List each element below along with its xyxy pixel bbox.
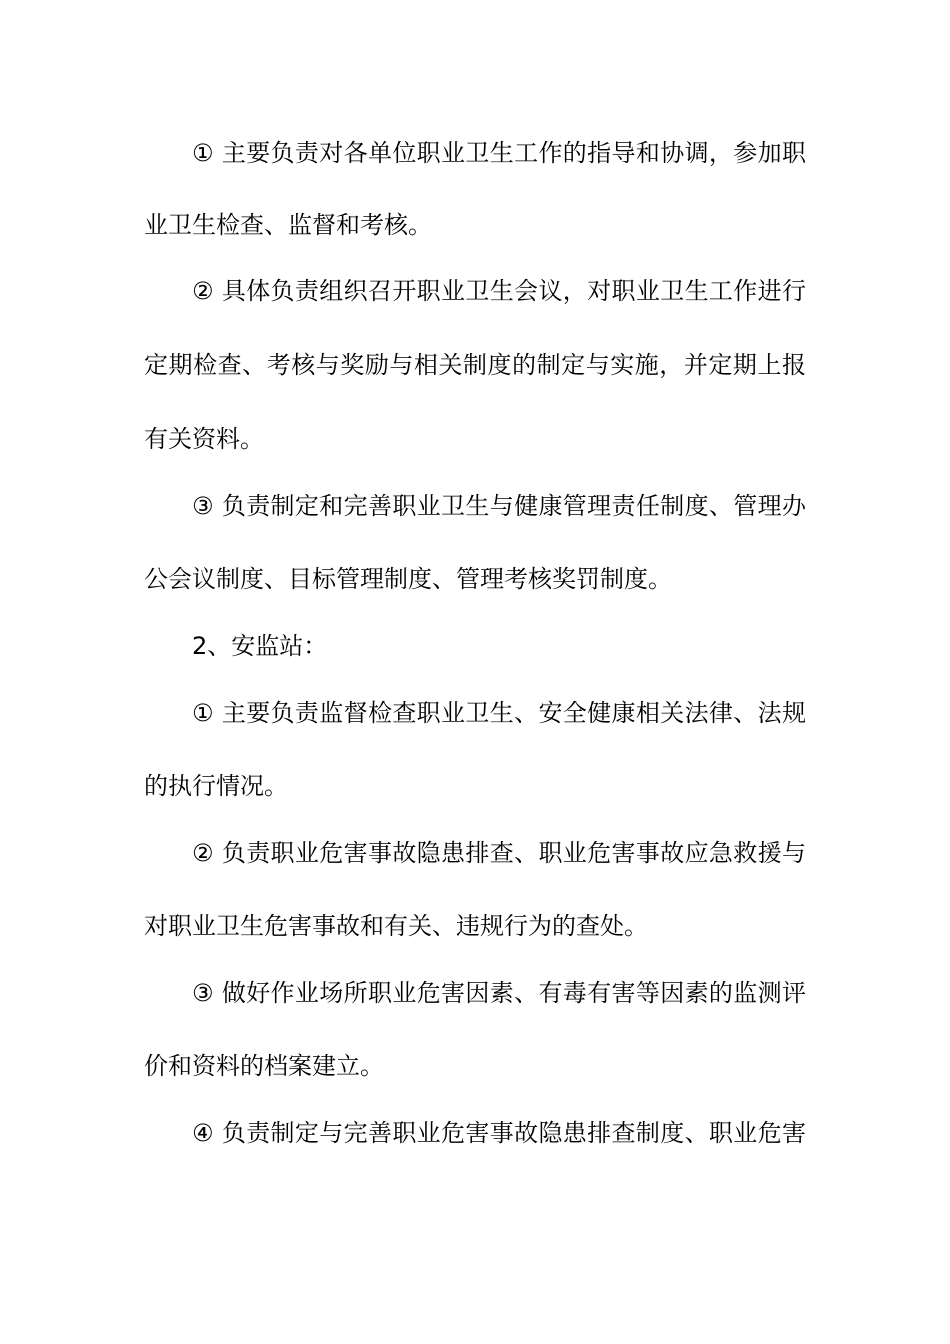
paragraph-line: ② 具体负责组织召开职业卫生会议，对职业卫生工作进行 (192, 277, 806, 305)
paragraph-line: 价和资料的档案建立。 (144, 1052, 384, 1080)
paragraph-line: 有关资料。 (144, 425, 264, 453)
paragraph-line: ③ 做好作业场所职业危害因素、有毒有害等因素的监测评 (192, 979, 806, 1007)
paragraph-line: ② 负责职业危害事故隐患排查、职业危害事故应急救援与 (192, 839, 806, 867)
paragraph-line: ③ 负责制定和完善职业卫生与健康管理责任制度、管理办 (192, 492, 806, 520)
paragraph-line: ① 主要负责监督检查职业卫生、安全健康相关法律、法规 (192, 699, 806, 727)
paragraph-line: 定期检查、考核与奖励与相关制度的制定与实施，并定期上报 (144, 351, 806, 379)
paragraph-line: 的执行情况。 (144, 772, 288, 800)
paragraph-line: ④ 负责制定与完善职业危害事故隐患排查制度、职业危害 (192, 1119, 806, 1147)
paragraph-line: 业卫生检查、监督和考核。 (144, 211, 432, 239)
paragraph-line: 对职业卫生危害事故和有关、违规行为的查处。 (144, 912, 648, 940)
section-heading: 2、安监站： (192, 632, 328, 660)
paragraph-line: 公会议制度、目标管理制度、管理考核奖罚制度。 (144, 565, 672, 593)
paragraph-line: ① 主要负责对各单位职业卫生工作的指导和协调，参加职 (192, 139, 806, 167)
